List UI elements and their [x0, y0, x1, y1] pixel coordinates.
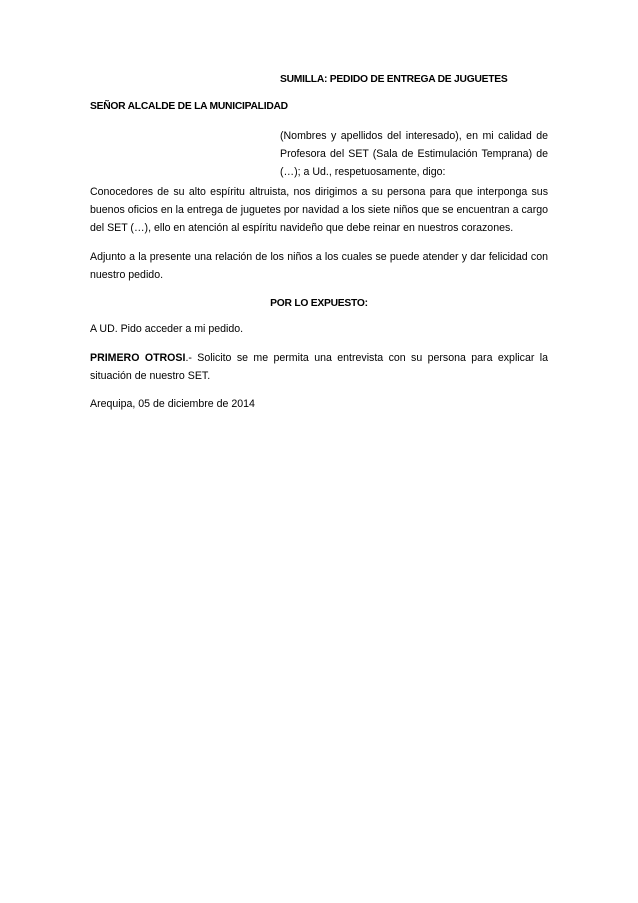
- date-line: Arequipa, 05 de diciembre de 2014: [90, 398, 255, 410]
- addressee-heading: SEÑOR ALCALDE DE LA MUNICIPALIDAD: [90, 101, 288, 112]
- otrosi-label: PRIMERO OTROSI: [90, 352, 186, 364]
- intro-paragraph: (Nombres y apellidos del interesado), en mi calidad de Profesora del SET (Sala de Estimulación Temprana) de (…); a Ud., respetuosamente, digo:: [280, 130, 548, 179]
- body-paragraph-1: Conocedores de su alto espíritu altruista, nos dirigimos a su persona para que interponga sus buenos oficios en la entrega de juguetes por navidad a los siete niños que se encuentran a cargo del SET (…), ello en atención al espíritu navideño que debe reinar en nuestros corazones.: [90, 186, 548, 235]
- sumilla-heading: SUMILLA: PEDIDO DE ENTREGA DE JUGUETES: [280, 74, 508, 85]
- body-paragraph-2: Adjunto a la presente una relación de los niños a los cuales se puede atender y dar felicidad con nuestro pedido.: [90, 251, 548, 282]
- por-lo-expuesto-heading: POR LO EXPUESTO:: [270, 298, 368, 309]
- otrosi-text: .- Solicito se me permita una entrevista con su persona para explicar la situación de nuestro SET.: [90, 352, 548, 383]
- otrosi-paragraph: [90, 349, 548, 385]
- request-line: A UD. Pido acceder a mi pedido.: [90, 323, 244, 335]
